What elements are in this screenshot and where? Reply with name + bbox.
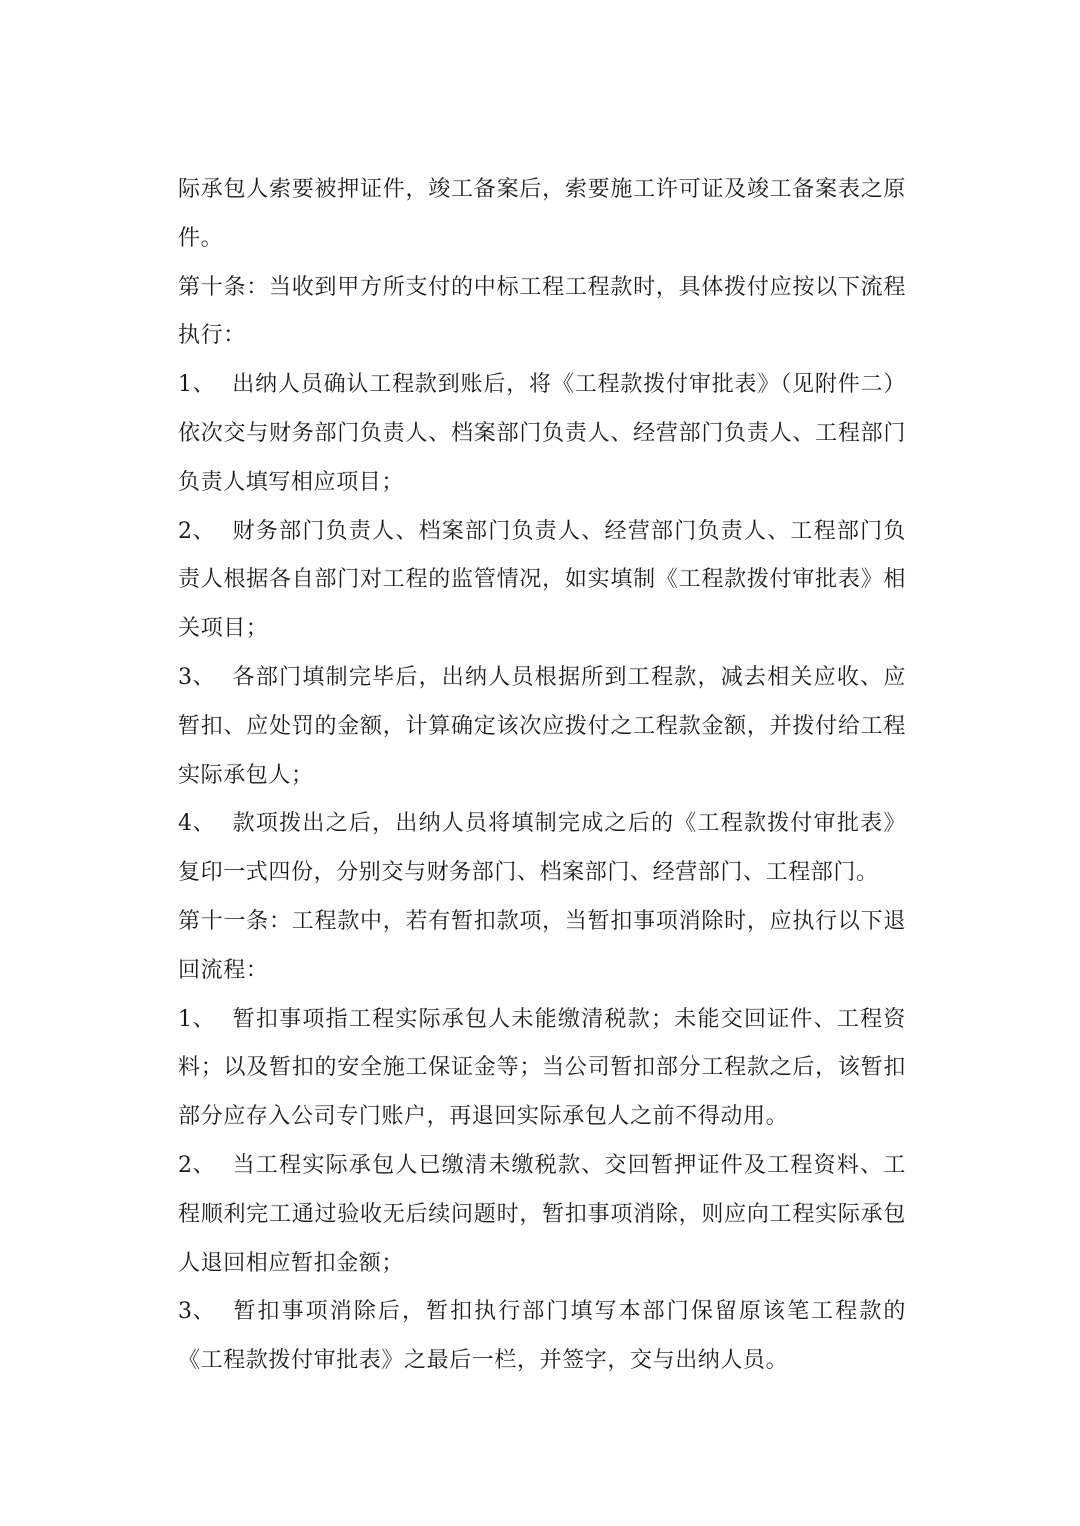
item-number: 2、	[178, 518, 216, 544]
paragraph-text: 出纳人员确认工程款到账后，将《工程款拨付审批表》（见附件二）依次交与财务部门负责人、档案部门负责人、经营部门负责人、工程部门负责人填写相应项目；	[178, 372, 906, 495]
item-number: 1、	[178, 1006, 216, 1032]
paragraph-text: 当工程实际承包人已缴清未缴税款、交回暂押证件及工程资料、工程顺利完工通过验收无后续问题时，暂扣事项消除，则应向工程实际承包人退回相应暂扣金额；	[178, 1152, 906, 1276]
article-11-item-2	[178, 1142, 906, 1288]
paragraph-text: 暂扣事项指工程实际承包人未能缴清税款；未能交回证件、工程资料；以及暂扣的安全施工保证金等；当公司暂扣部分工程款之后，该暂扣部分应存入公司专门账户，再退回实际承包人之前不得动用。	[178, 1006, 906, 1130]
paragraph-text: 财务部门负责人、档案部门负责人、经营部门负责人、工程部门负责人根据各自部门对工程的监管情况，如实填制《工程款拨付审批表》相关项目；	[178, 518, 906, 642]
document-page	[178, 166, 906, 1386]
article-10-item-3	[178, 654, 906, 800]
paragraph-continuation	[178, 166, 906, 264]
paragraph-text: 款项拨出之后，出纳人员将填制完成之后的《工程款拨付审批表》复印一式四份，分别交与财务部门、档案部门、经营部门、工程部门。	[178, 811, 906, 886]
item-number: 2、	[178, 1152, 216, 1178]
paragraph-text: 第十一条：工程款中，若有暂扣款项，当暂扣事项消除时，应执行以下退回流程：	[178, 908, 906, 983]
paragraph-text: 际承包人索要被押证件，竣工备案后，索要施工许可证及竣工备案表之原件。	[178, 177, 906, 251]
article-11-heading	[178, 898, 906, 996]
article-11-item-3	[178, 1288, 906, 1386]
article-10-item-1	[178, 361, 906, 507]
item-number: 1、	[178, 372, 216, 398]
article-10-item-2	[178, 508, 906, 654]
article-10-heading	[178, 264, 906, 362]
paragraph-text: 各部门填制完毕后，出纳人员根据所到工程款，减去相关应收、应暂扣、应处罚的金额，计算确定该次应拨付之工程款金额，并拨付给工程实际承包人；	[178, 664, 906, 788]
article-11-item-1	[178, 996, 906, 1142]
item-number: 3、	[178, 1299, 216, 1325]
item-number: 4、	[178, 811, 216, 837]
article-10-item-4	[178, 800, 906, 898]
paragraph-text: 暂扣事项消除后，暂扣执行部门填写本部门保留原该笔工程款的《工程款拨付审批表》之最后一栏，并签字，交与出纳人员。	[178, 1299, 906, 1374]
paragraph-text: 第十条：当收到甲方所支付的中标工程工程款时，具体拨付应按以下流程执行：	[178, 274, 906, 349]
item-number: 3、	[178, 664, 216, 690]
